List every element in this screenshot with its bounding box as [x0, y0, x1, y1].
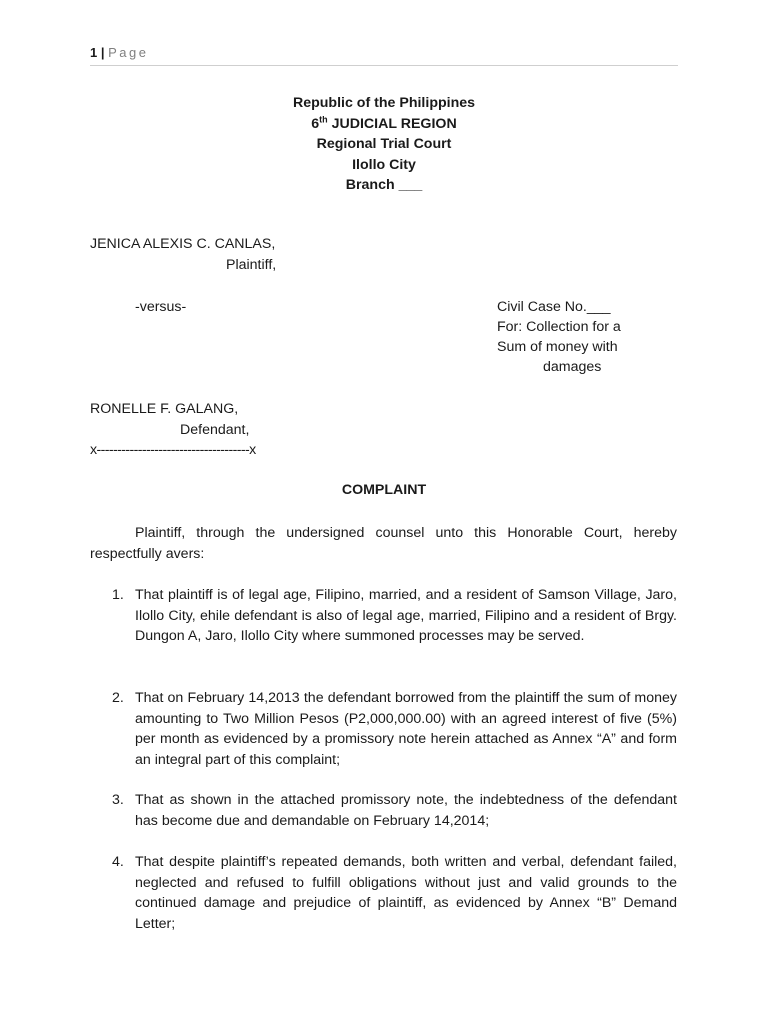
versus-text: -versus- [135, 299, 187, 315]
page-header [90, 45, 149, 60]
allegation-number: 2. [112, 690, 124, 706]
court-region-ordinal: 6 [311, 115, 320, 132]
allegation-number: 1. [112, 587, 124, 603]
case-nature-line2: Sum of money with [497, 339, 618, 355]
plaintiff-label: Plaintiff, [226, 257, 277, 273]
page-number: 1 [90, 45, 98, 60]
page-word: Page [108, 45, 149, 60]
court-branch: Branch ___ [345, 177, 423, 193]
defendant-label: Defendant, [180, 422, 250, 438]
court-name: Regional Trial Court [316, 136, 452, 152]
case-nature-line3: damages [543, 359, 602, 375]
caption-separator: x-------------------------------------x [90, 442, 256, 458]
court-caption [90, 93, 678, 196]
case-number: Civil Case No.___ [497, 299, 611, 315]
allegation-text: That plaintiff is of legal age, Filipino, married, and a resident of Samson Village, Jaro, Ilollo City, ehile defendant is also of legal age, married, Filipino and a resident of Brgy. Dungon A, Jaro, Ilollo City where summoned processes may be served. [135, 587, 677, 645]
allegation-text: That on February 14,2013 the defendant borrowed from the plaintiff the sum of money amounting to Two Million Pesos (P2,000,000.00) with an agreed interest of five (5%) per month as evidenced by a promissory note herein attached as Annex “A” and form an integral part of this complaint; [135, 690, 677, 768]
allegation-number: 4. [112, 854, 124, 870]
case-nature-line1: For: Collection for a [497, 319, 621, 335]
header-rule [90, 65, 678, 66]
document-title: COMPLAINT [341, 482, 427, 498]
intro-paragraph: Plaintiff, through the undersigned counsel unto this Honorable Court, hereby respectfully avers: [90, 525, 677, 562]
allegation-text: That as shown in the attached promissory note, the indebtedness of the defendant has become due and demandable on February 14,2014; [135, 792, 677, 829]
defendant-name: RONELLE F. GALANG, [90, 401, 239, 417]
court-region-text: JUDICIAL REGION [327, 115, 457, 132]
court-region-suffix: th [319, 113, 328, 124]
plaintiff-name: JENICA ALEXIS C. CANLAS, [90, 236, 276, 252]
allegation-number: 3. [112, 792, 124, 808]
page-header-separator: | [100, 45, 105, 60]
allegation-text: That despite plaintiff’s repeated demands, both written and verbal, defendant failed, neglected and refused to fulfill obligations without just and valid grounds to the continued damage and prejudice of plaintiff, as evidenced by Annex “B” Demand Letter; [135, 854, 677, 932]
court-republic: Republic of the Philippines [292, 95, 476, 111]
court-city: Ilollo City [352, 156, 416, 173]
court-region [90, 114, 678, 135]
